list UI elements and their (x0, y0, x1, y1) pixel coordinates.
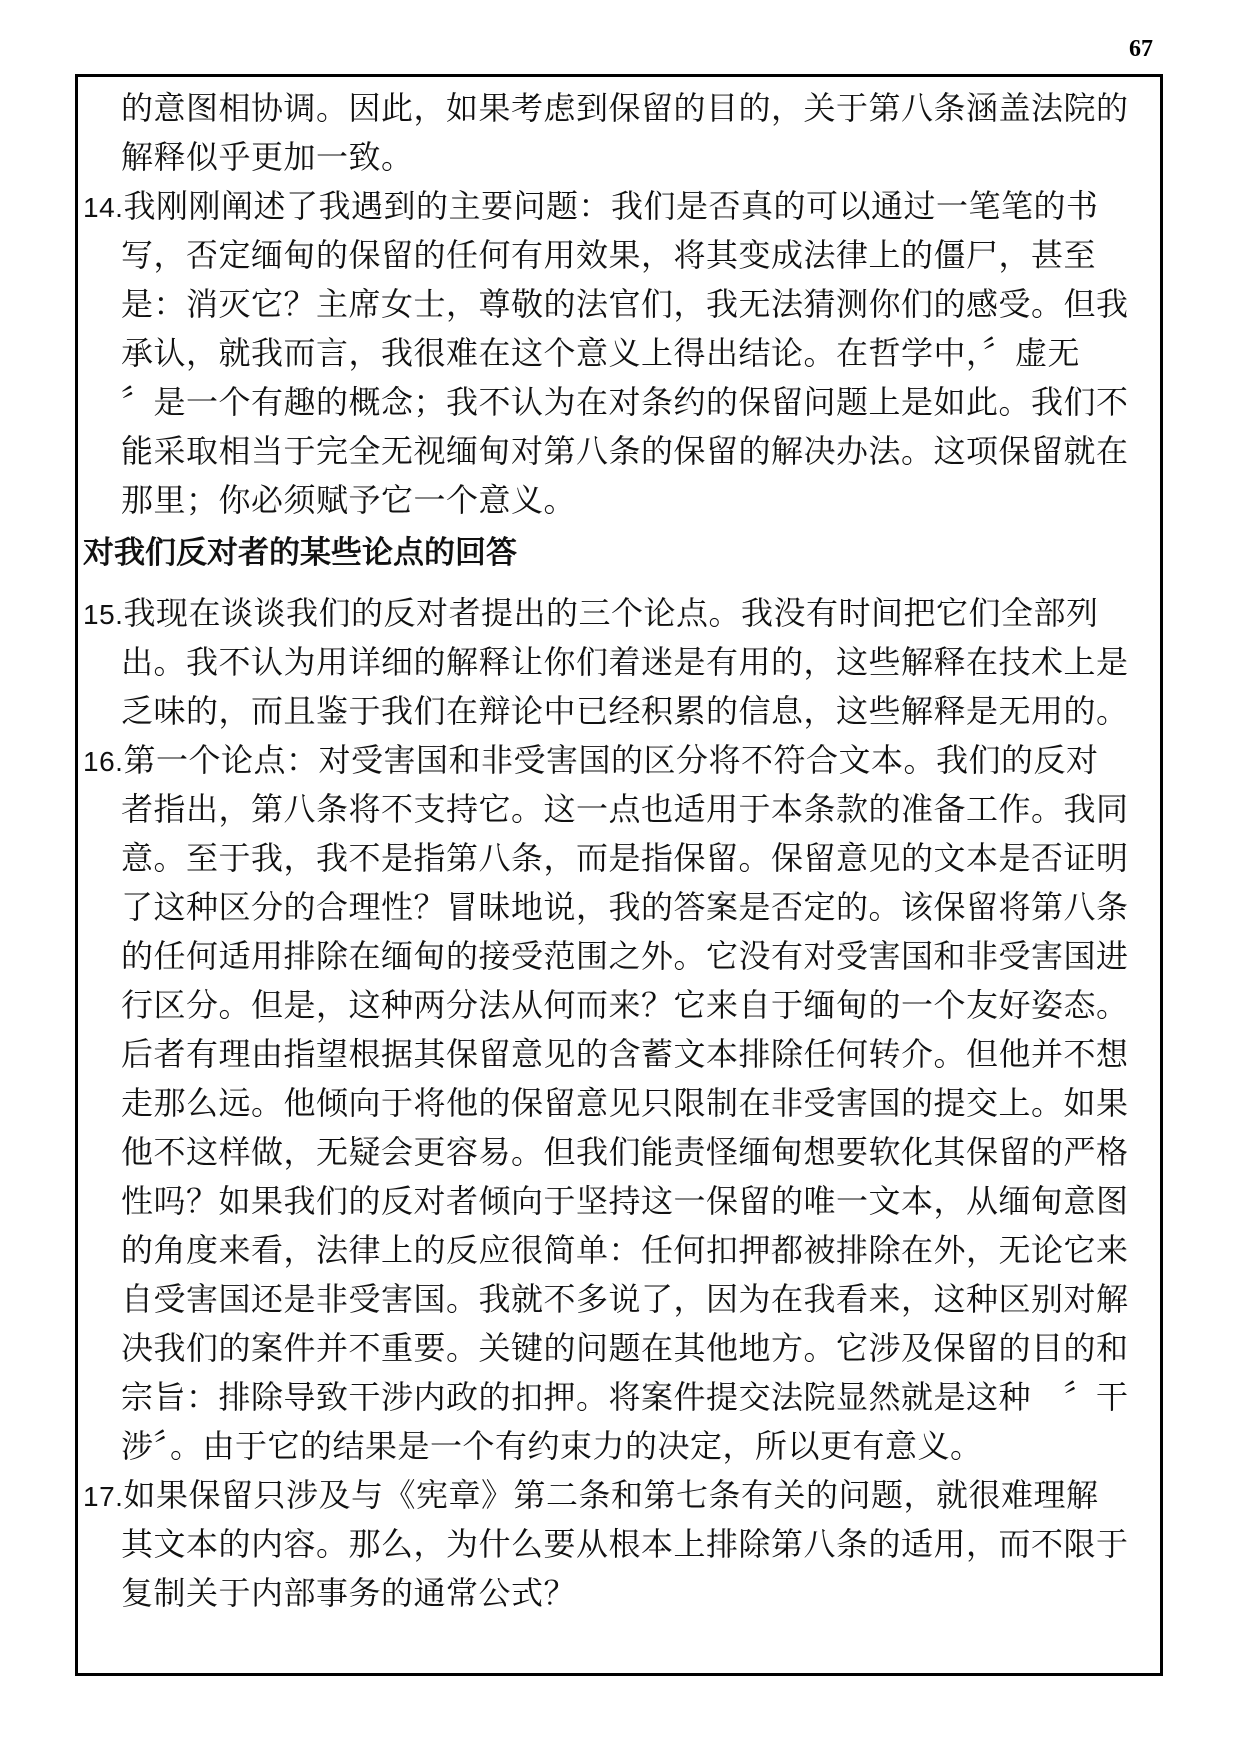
paragraph-14-line: 是：消灭它？主席女士，尊敬的法官们，我无法猜测你们的感受。但我 (121, 285, 1129, 323)
page-number: 67 (1129, 36, 1153, 62)
paragraph-15-line: 15.我现在谈谈我们的反对者提出的三个论点。我没有时间把它们全部列 (83, 594, 1099, 632)
paragraph-14-line: 〞是一个有趣的概念；我不认为在对条约的保留问题上是如此。我们不 (121, 383, 1129, 421)
paragraph-16-line: 意。至于我，我不是指第八条，而是指保留。保留意见的文本是否证明 (121, 839, 1129, 877)
paragraph-number: 17. (83, 1481, 124, 1512)
paragraph-17-line: 17.如果保留只涉及与《宪章》第二条和第七条有关的问题，就很难理解 (83, 1476, 1099, 1514)
paragraph-number: 16. (83, 746, 124, 777)
paragraph-16-line: 走那么远。他倾向于将他的保留意见只限制在非受害国的提交上。如果 (121, 1084, 1129, 1122)
paragraph-16-line: 16.第一个论点：对受害国和非受害国的区分将不符合文本。我们的反对 (83, 741, 1099, 779)
paragraph-number: 15. (83, 599, 124, 630)
section-heading: 对我们反对者的某些论点的回答 (83, 535, 517, 571)
document-body (83, 84, 1155, 1618)
paragraph-14-line: 写，否定缅甸的保留的任何有用效果，将其变成法律上的僵尸，甚至 (121, 236, 1097, 274)
paragraph-number: 14. (83, 192, 124, 223)
paragraph-17-line: 复制关于内部事务的通常公式？ (121, 1574, 577, 1612)
paragraph-16-line: 的任何适用排除在缅甸的接受范围之外。它没有对受害国和非受害国进 (121, 937, 1129, 975)
paragraph-16-line: 他不这样做，无疑会更容易。但我们能责怪缅甸想要软化其保留的严格 (121, 1133, 1129, 1171)
paragraph-17-line: 其文本的内容。那么，为什么要从根本上排除第八条的适用，而不限于 (121, 1525, 1129, 1563)
paragraph-16-line: 了这种区分的合理性？冒昧地说，我的答案是否定的。该保留将第八条 (121, 888, 1129, 926)
paragraph-16-line: 行区分。但是，这种两分法从何而来？它来自于缅甸的一个友好姿态。 (121, 986, 1129, 1024)
paragraph-14-line: 那里；你必须赋予它一个意义。 (121, 481, 577, 519)
paragraph-16-line: 后者有理由指望根据其保留意见的含蓄文本排除任何转介。但他并不想 (121, 1035, 1129, 1073)
paragraph-line: 的意图相协调。因此，如果考虑到保留的目的，关于第八条涵盖法院的 (121, 89, 1129, 127)
paragraph-16-line: 的角度来看，法律上的反应很简单：任何扣押都被排除在外，无论它来 (121, 1231, 1129, 1269)
paragraph-line: 解释似乎更加一致。 (121, 138, 414, 176)
paragraph-14-line: 14.我刚刚阐述了我遇到的主要问题：我们是否真的可以通过一笔笔的书 (83, 187, 1099, 225)
paragraph-16-line: 者指出，第八条将不支持它。这一点也适用于本条款的准备工作。我同 (121, 790, 1129, 828)
paragraph-14-line: 能采取相当于完全无视缅甸对第八条的保留的解决办法。这项保留就在 (121, 432, 1129, 470)
paragraph-16-line: 决我们的案件并不重要。关键的问题在其他地方。它涉及保留的目的和 (121, 1329, 1129, 1367)
paragraph-15-line: 出。我不认为用详细的解释让你们着迷是有用的，这些解释在技术上是 (121, 643, 1129, 681)
paragraph-15-line: 乏味的，而且鉴于我们在辩论中已经积累的信息，这些解释是无用的。 (121, 692, 1129, 730)
paragraph-16-line: 自受害国还是非受害国。我就不多说了，因为在我看来，这种区别对解 (121, 1280, 1129, 1318)
paragraph-16-line: 涉〞。由于它的结果是一个有约束力的决定，所以更有意义。 (121, 1427, 983, 1465)
paragraph-14-line: 承认，就我而言，我很难在这个意义上得出结论。在哲学中，〞虚无 (121, 334, 1081, 372)
paragraph-16-line: 性吗？如果我们的反对者倾向于坚持这一保留的唯一文本，从缅甸意图 (121, 1182, 1129, 1220)
paragraph-16-line: 宗旨：排除导致干涉内政的扣押。将案件提交法院显然就是这种 〞干 (121, 1378, 1129, 1416)
